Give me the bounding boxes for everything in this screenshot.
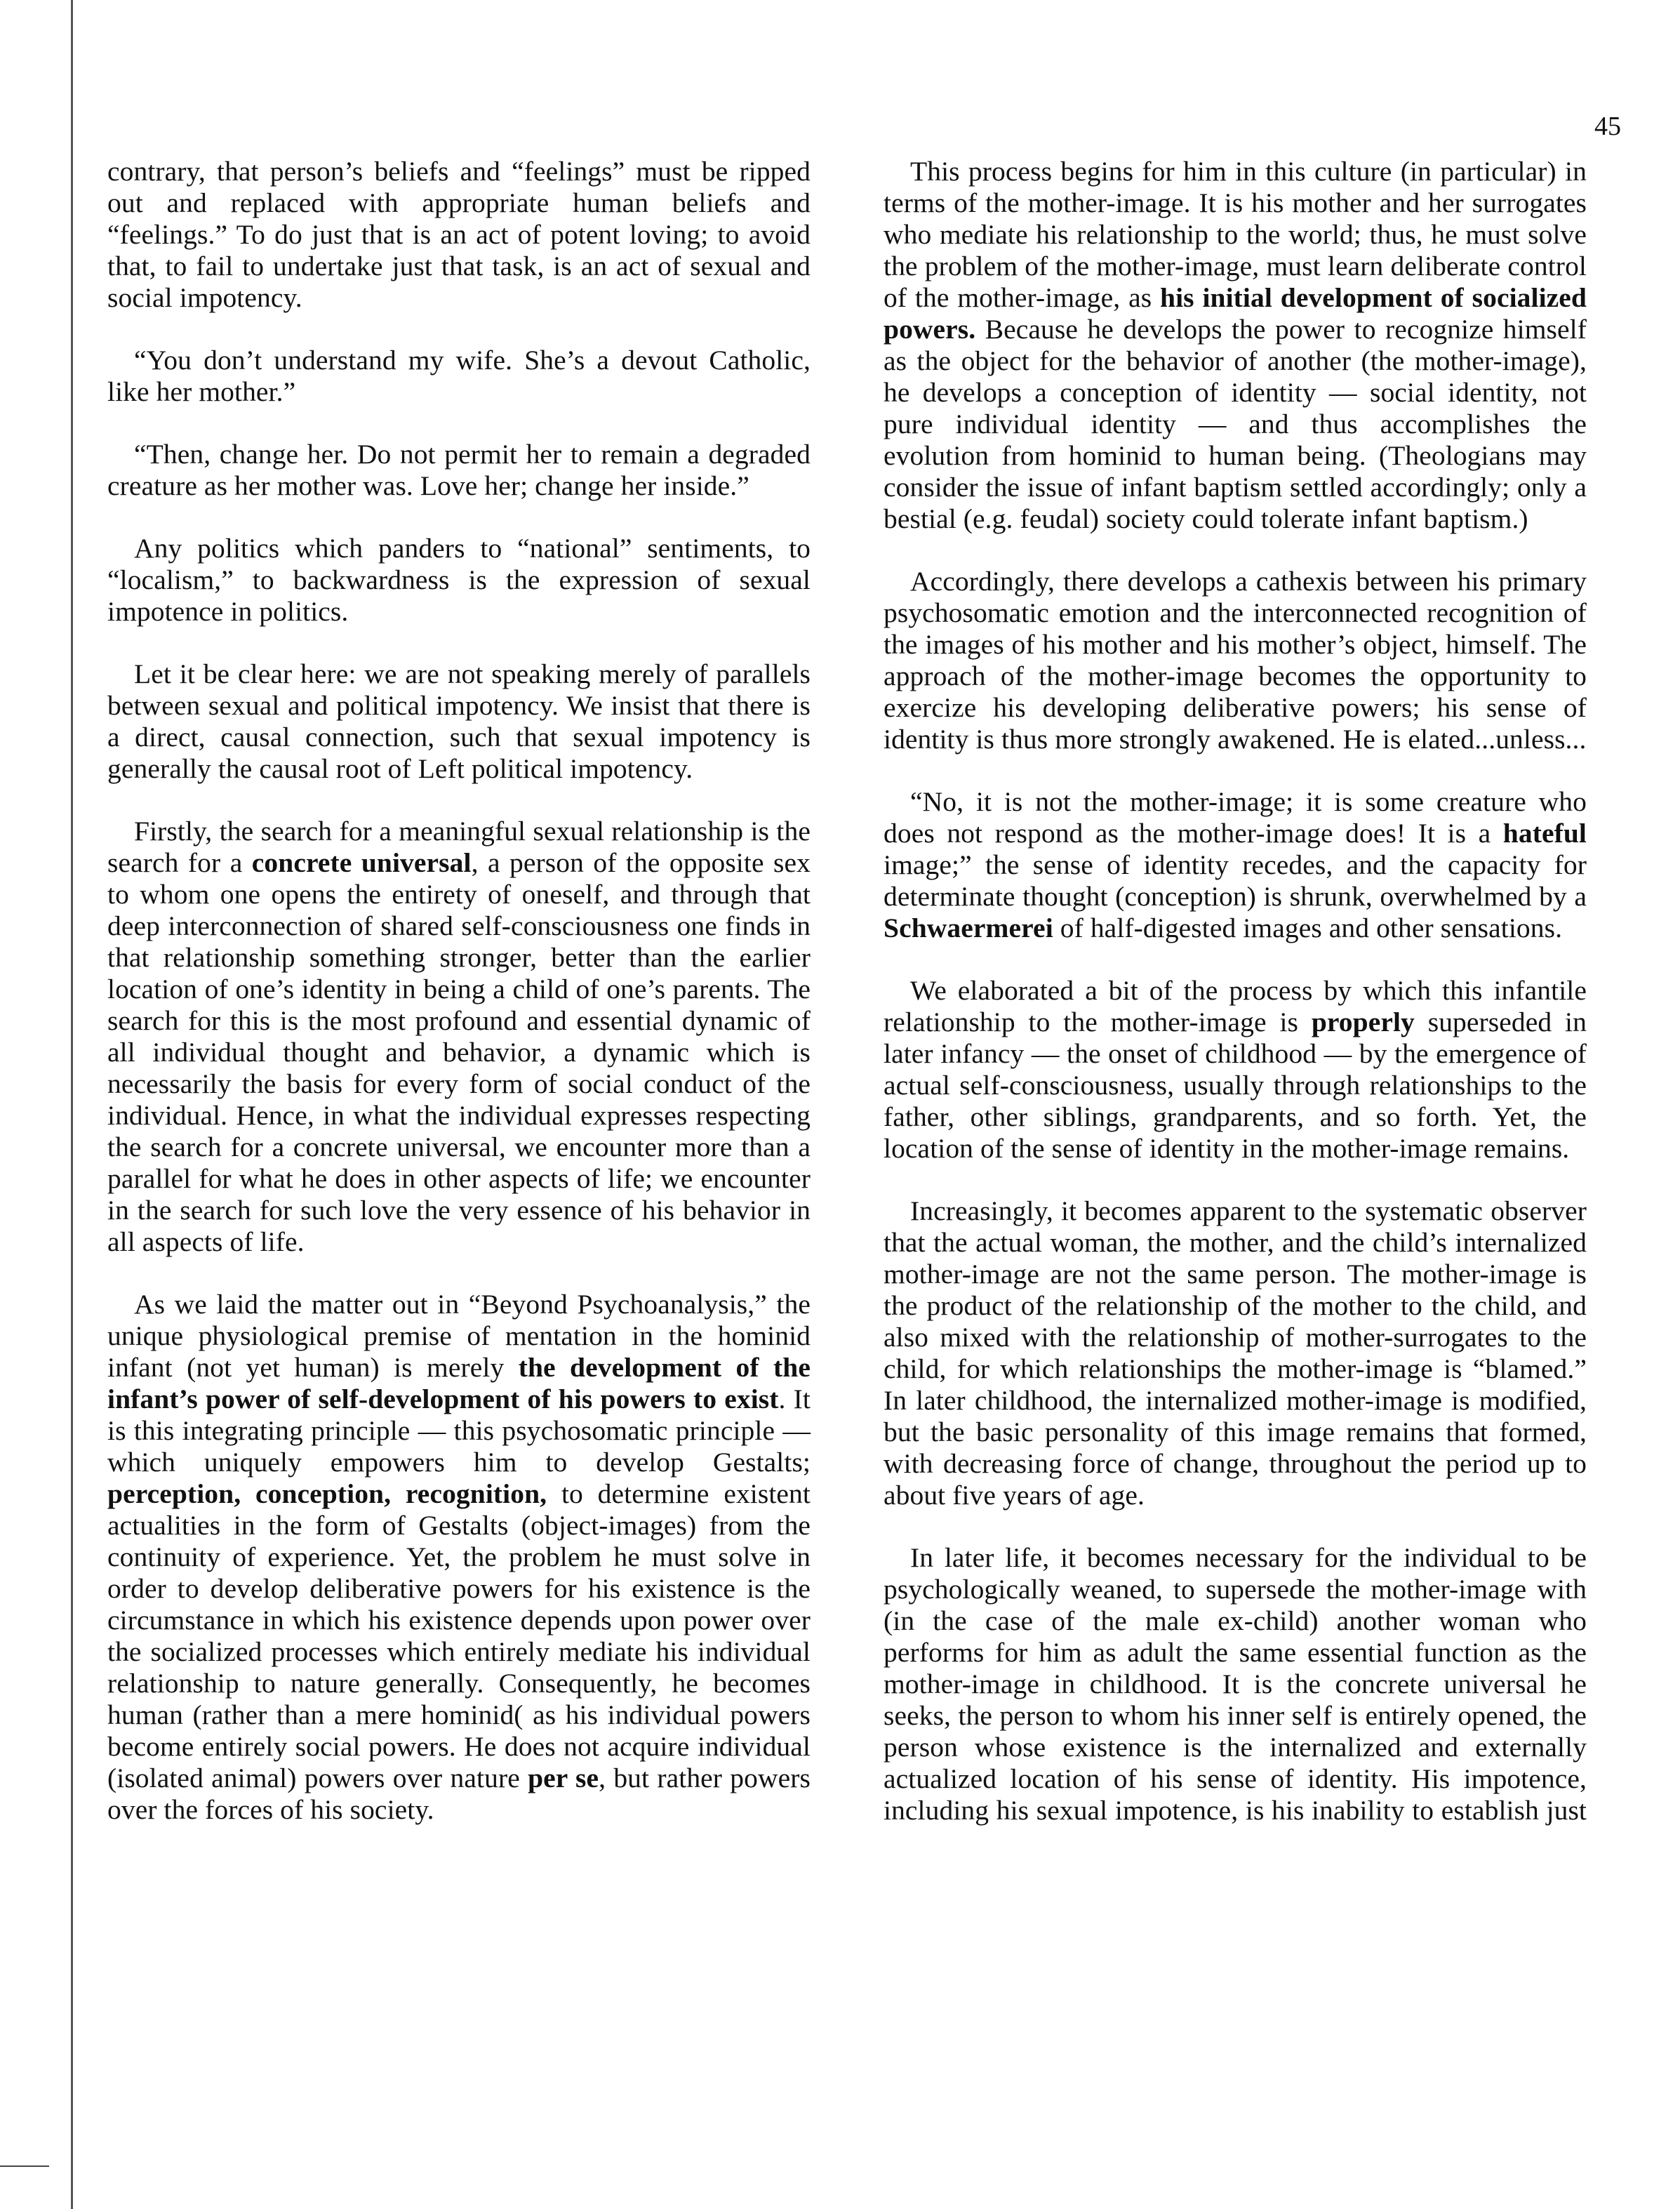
paragraph [107, 156, 811, 314]
text-run: Because he develops the power to recognize himself as the object for the behavior of another (the mother-image), he develops a conception of identity — social identity, not pure individual identity — and thus accomplishes the evolution from hominid to human being. (Theologians may consider the issue of infant baptism settled accordingly; only a bestial (e.g. feudal) society could tolerate infant baptism.) [884, 314, 1587, 534]
text-run: , but rather powers over the forces of his society. [107, 1763, 811, 1825]
text-run: contrary, that person’s beliefs and “feelings” must be ripped out and replaced with appropriate human beliefs and “feelings.” To do just that is an act of potent loving; to avoid that, to fail to undertake just that task, is an act of sexual and social impotency. [107, 156, 811, 313]
bold-phrase: the development of the infant’s power of self-development of his powers to exist [107, 1352, 811, 1414]
bold-phrase: hateful [1502, 818, 1587, 849]
text-run: As we laid the matter out in “Beyond Psychoanalysis,” the unique physiological premise of mentation in the hominid infant (not yet human) is merely [107, 1289, 811, 1383]
bold-phrase: per se [528, 1763, 599, 1793]
paragraph [107, 1289, 811, 1826]
paragraph [884, 786, 1587, 944]
text-run: of half-digested images and other sensations. [1053, 913, 1563, 943]
text-run: superseded in later infancy — the onset of childhood — by the emergence of actual self-consciousness, usually through relationships to the father, other siblings, grandparents, and so forth. Yet, the location of the sense of identity in the mother-image remains. [884, 1007, 1587, 1164]
paragraph [884, 156, 1587, 535]
text-run: Increasingly, it becomes apparent to the systematic observer that the actual woman, the mother, and the child’s internalized mother-image are not the same person. The mother-image is the product of the relationship of the mother to the child, and also mixed with the relationship of mother-surrogates to the child, for which relationships the mother-image is “blamed.” In later childhood, the internalized mother-image is modified, but the basic personality of this image remains that formed, with decreasing force of change, throughout the period up to about five years of age. [884, 1195, 1587, 1511]
text-run: , a person of the opposite sex to whom one opens the entirety of oneself, and through that deep interconnection of shared self-consciousness one finds in that relationship something stronger, better than the earlier location of one’s identity in being a child of one’s parents. The search for this is the most profound and essential dynamic of all individual thought and behavior, a dynamic which is necessarily the basis for every form of social conduct of the individual. Hence, in what the individual expresses respecting the search for a concrete universal, we encounter more than a parallel for what he does in other aspects of life; we encounter in the search for such love the very essence of his behavior in all aspects of life. [107, 847, 811, 1257]
text-run: “You don’t understand my wife. She’s a devout Catholic, like her mother.” [107, 345, 811, 407]
text-run: . It is this integrating principle — this psychosomatic principle — which uniquely empowers him to develop Gestalts; [107, 1384, 811, 1478]
paragraph [884, 1542, 1587, 1826]
paragraph [107, 658, 811, 785]
paragraph [884, 1195, 1587, 1511]
text-run: “Then, change her. Do not permit her to remain a degraded creature as her mother was. Love her; change her inside.” [107, 439, 811, 501]
paragraph [107, 345, 811, 408]
page-number: 45 [1594, 112, 1621, 141]
scan-edge-line [71, 0, 73, 2209]
bold-phrase: perception, conception, recognition, [107, 1478, 547, 1509]
scan-edge-mark [0, 2165, 49, 2167]
text-run: Let it be clear here: we are not speaking merely of parallels between sexual and political impotency. We insist that there is a direct, causal connection, such that sexual impotency is generally the causal root of Left political impotency. [107, 658, 811, 784]
text-run: This process begins for him in this culture (in particular) in terms of the mother-image. It is his mother and her surrogates who mediate his relationship to the world; thus, he must solve the problem of the mother-image, must learn deliberate control of the mother-image, as [884, 156, 1587, 313]
paragraph [107, 533, 811, 628]
text-run: “No, it is not the mother-image; it is some creature who does not respond as the mother-image does! It is a [884, 786, 1587, 849]
bold-phrase: his initial development of socialized powers. [884, 282, 1587, 345]
right-column [884, 156, 1587, 1857]
text-run: Firstly, the search for a meaningful sexual relationship is the search for a [107, 816, 811, 878]
text-run: We elaborated a bit of the process by which this infantile relationship to the mother-image is [884, 975, 1587, 1037]
paragraph [107, 816, 811, 1258]
left-column [107, 156, 811, 1857]
paragraph [884, 975, 1587, 1165]
text-run: Any politics which panders to “national” sentiments, to “localism,” to backwardness is the expression of sexual impotence in politics. [107, 533, 811, 627]
text-run: image;” the sense of identity recedes, and the capacity for determinate thought (conception) is shrunk, overwhelmed by a [884, 849, 1587, 912]
text-run: to determine existent actualities in the form of Gestalts (object-images) from the continuity of experience. Yet, the problem he must solve in order to develop deliberative powers for his existence is the circumstance in which his existence depends upon power over the socialized processes which entirely mediate his individual relationship to nature generally. Consequently, he becomes human (rather than a mere hominid( as his individual powers become entirely social powers. He does not acquire individual (isolated animal) powers over nature [107, 1478, 811, 1793]
paragraph [884, 566, 1587, 755]
bold-phrase: properly [1311, 1007, 1415, 1037]
text-run: Accordingly, there develops a cathexis between his primary psychosomatic emotion and the interconnected recognition of the images of his mother and his mother’s object, himself. The approach of the mother-image becomes the opportunity to exercize his developing deliberative powers; his sense of identity is thus more strongly awakened. He is elated...unless... [884, 566, 1587, 755]
bold-phrase: Schwaermerei [884, 913, 1053, 943]
paragraph [107, 439, 811, 502]
text-run: In later life, it becomes necessary for the individual to be psychologically weaned, to supersede the mother-image with (in the case of the male ex-child) another woman who performs for him as adult the same essential function as the mother-image in childhood. It is the concrete universal he seeks, the person to whom his inner self is entirely opened, the person whose existence is the internalized and externally actualized location of his sense of identity. His impotence, including his sexual impotence, is his inability to establish just [884, 1542, 1587, 1826]
bold-phrase: concrete universal [251, 847, 472, 878]
